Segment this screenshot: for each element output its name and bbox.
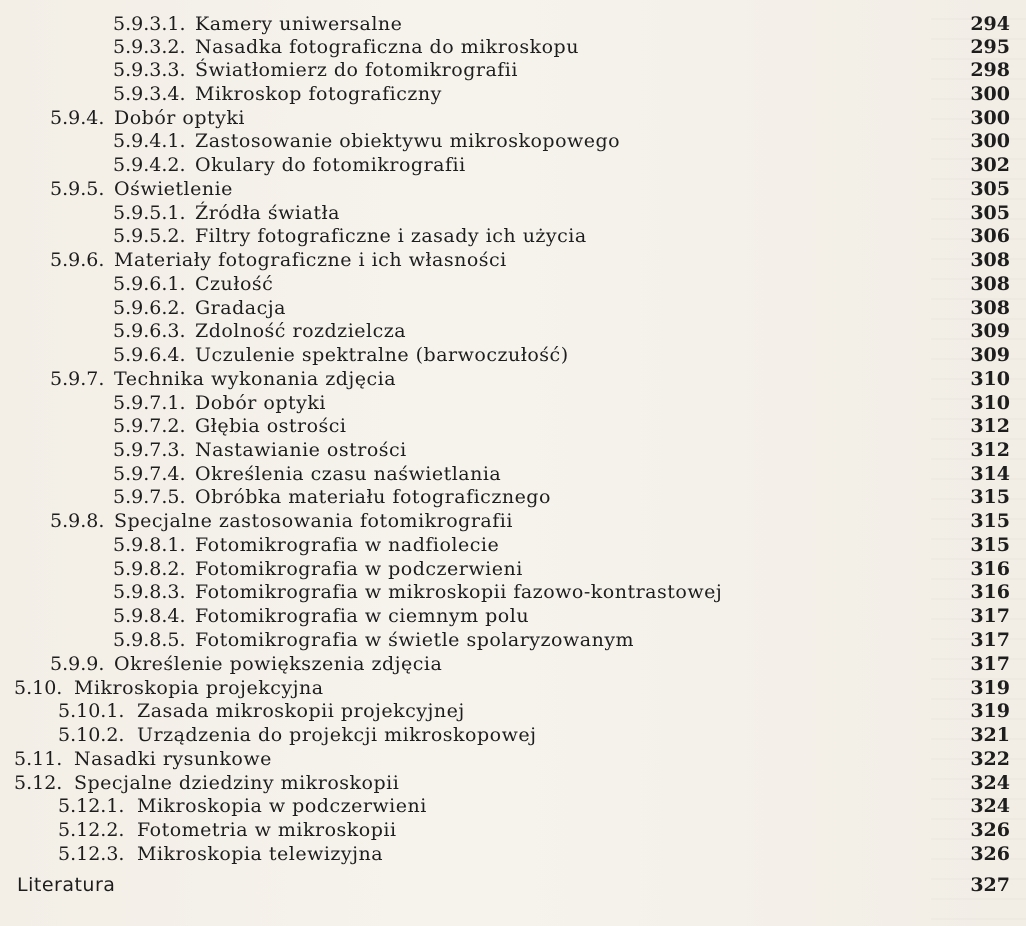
toc-row (0, 12, 1026, 36)
section-number: 5.10. (14, 677, 63, 699)
page-number: 309 (970, 320, 1010, 342)
leader-dots (598, 509, 930, 533)
section-number: 5.9.4. (50, 107, 105, 129)
section-number: 5.9.3.2. (113, 36, 186, 58)
toc-row (0, 652, 1026, 676)
toc-row (0, 367, 1026, 391)
section-title: Czułość (195, 273, 274, 295)
toc-row (0, 343, 1026, 367)
page-number: 315 (970, 510, 1010, 532)
section-number: 5.12. (14, 772, 63, 794)
page-number: 312 (970, 439, 1010, 461)
section-title: Literatura (17, 874, 116, 896)
page-number: 326 (970, 819, 1010, 841)
leader-dots (630, 485, 930, 509)
section-title: Zasada mikroskopii projekcyjnej (137, 700, 465, 722)
section-title: Fotomikrografia w mikroskopii fazowo-kontrastowej (195, 581, 723, 603)
section-title: Dobór optyki (114, 107, 245, 129)
section-title: Obróbka materiału fotograficznego (195, 486, 551, 508)
section-title: Określenia czasu naświetlania (195, 463, 502, 485)
section-number: 5.12.1. (58, 795, 125, 817)
leader-dots (645, 343, 930, 367)
leader-dots (705, 35, 935, 59)
section-title: Materiały fotograficzne i ich własności (114, 249, 507, 271)
section-number: 5.12.3. (58, 843, 125, 865)
toc-row (0, 224, 1026, 248)
leader-dots (508, 652, 930, 676)
toc-row (0, 319, 1026, 343)
leader-dots (478, 771, 930, 795)
page-number: 327 (970, 874, 1010, 896)
page-number: 308 (970, 249, 1010, 271)
leader-dots (498, 82, 930, 106)
section-title: Mikroskopia projekcyjna (74, 677, 324, 699)
leader-dots (748, 628, 930, 652)
toc-row (0, 58, 1026, 82)
toc-row (0, 391, 1026, 415)
section-number: 5.9.5.2. (113, 225, 186, 247)
leader-dots (545, 699, 930, 723)
leader-dots (395, 414, 930, 438)
leader-dots (628, 723, 930, 747)
section-number: 5.9.8.4. (113, 605, 186, 627)
leader-dots (438, 842, 930, 866)
leader-dots (365, 676, 930, 700)
section-number: 5.11. (14, 748, 63, 770)
section-number: 5.9.7. (50, 368, 105, 390)
section-number: 5.9.7.4. (113, 463, 186, 485)
section-title: Nastawianie ostrości (195, 439, 407, 461)
leader-dots (632, 557, 930, 581)
section-number: 5.9.8.3. (113, 581, 186, 603)
leader-dots (485, 367, 930, 391)
section-title: Okulary do fotomikrografii (195, 154, 466, 176)
page-number: 322 (970, 748, 1010, 770)
page-number: 312 (970, 415, 1010, 437)
toc-row (0, 628, 1026, 652)
leader-dots (310, 296, 930, 320)
toc-row (0, 296, 1026, 320)
section-number: 5.9.6.4. (113, 344, 186, 366)
section-number: 5.9.6. (50, 249, 105, 271)
page-number: 317 (970, 605, 1010, 627)
section-title: Mikroskop fotograficzny (195, 83, 442, 105)
section-title: Oświetlenie (114, 178, 233, 200)
leader-dots (288, 106, 930, 130)
section-number: 5.9.7.3. (113, 439, 186, 461)
page-number: 321 (970, 724, 1010, 746)
section-title: Fotomikrografia w świetle spolaryzowanym (195, 629, 635, 651)
section-number: 5.9.6.3. (113, 320, 186, 342)
section-title: Mikroskopia w podczerwieni (137, 795, 427, 817)
section-title: Określenie powiększenia zdjęcia (114, 653, 443, 675)
page-number: 302 (970, 154, 1010, 176)
toc-row (0, 533, 1026, 557)
section-number: 5.9.7.2. (113, 415, 186, 437)
leader-dots (505, 794, 930, 818)
section-number: 5.9.7.1. (113, 392, 186, 414)
toc-row (0, 153, 1026, 177)
section-title: Kamery uniwersalne (195, 13, 403, 35)
leader-dots (270, 177, 930, 201)
section-title: Filtry fotograficzne i zasady ich użycia (195, 225, 587, 247)
section-number: 5.9.6.2. (113, 297, 186, 319)
section-number: 5.9.3.3. (113, 59, 186, 81)
toc-row (0, 272, 1026, 296)
toc-row (0, 129, 1026, 153)
section-number: 5.9.5. (50, 178, 105, 200)
toc-row (0, 842, 1026, 866)
section-title: Zdolność rozdzielcza (195, 320, 407, 342)
section-title: Fotomikrografia w nadfiolecie (195, 534, 500, 556)
leader-dots (602, 248, 930, 272)
section-title: Gradacja (195, 297, 286, 319)
page-number: 300 (970, 130, 1010, 152)
page-number: 315 (970, 534, 1010, 556)
toc-row (0, 414, 1026, 438)
section-number: 5.9.8. (50, 510, 105, 532)
toc-row (0, 771, 1026, 795)
page-number: 324 (970, 795, 1010, 817)
leader-dots (640, 533, 930, 557)
page-number: 305 (970, 202, 1010, 224)
leader-dots (695, 224, 930, 248)
section-number: 5.9.5.1. (113, 202, 186, 224)
page-number: 317 (970, 629, 1010, 651)
leader-dots (575, 153, 930, 177)
page-number: 306 (970, 225, 1010, 247)
section-title: Nasadka fotograficzna do mikroskopu (195, 36, 579, 58)
toc-row (0, 676, 1026, 700)
page-number: 326 (970, 843, 1010, 865)
page-number: 310 (970, 392, 1010, 414)
toc-row (0, 873, 1026, 897)
leader-dots (390, 201, 930, 225)
page-number: 309 (970, 344, 1010, 366)
toc-row (0, 248, 1026, 272)
toc-row (0, 485, 1026, 509)
page-number: 316 (970, 581, 1010, 603)
page-number: 317 (970, 653, 1010, 675)
toc-row (0, 580, 1026, 604)
page-number: 319 (970, 700, 1010, 722)
section-title: Głębia ostrości (195, 415, 347, 437)
page-number: 308 (970, 297, 1010, 319)
section-title: Zastosowanie obiektywu mikroskopowego (195, 130, 621, 152)
section-title: Fotometria w mikroskopii (137, 819, 397, 841)
section-number: 5.9.8.5. (113, 629, 186, 651)
leader-dots (455, 12, 930, 36)
toc-row (0, 699, 1026, 723)
page-number: 298 (970, 59, 1010, 81)
page-number: 308 (970, 273, 1010, 295)
page-number: 310 (970, 368, 1010, 390)
page-number: 300 (970, 107, 1010, 129)
section-number: 5.9.6.1. (113, 273, 186, 295)
section-title: Specjalne dziedziny mikroskopii (74, 772, 400, 794)
toc-row (0, 462, 1026, 486)
section-number: 5.9.8.2. (113, 558, 186, 580)
leader-dots (597, 462, 930, 486)
toc-row (0, 438, 1026, 462)
section-number: 5.9.7.5. (113, 486, 186, 508)
toc-row (0, 747, 1026, 771)
page-number: 319 (970, 677, 1010, 699)
section-number: 5.9.3.4. (113, 83, 186, 105)
leader-dots (600, 604, 930, 628)
section-title: Technika wykonania zdjęcia (114, 368, 397, 390)
page-number: 305 (970, 178, 1010, 200)
page-number: 324 (970, 772, 1010, 794)
leader-dots (625, 58, 930, 82)
section-title: Fotomikrografia w ciemnym polu (195, 605, 530, 627)
section-title: Nasadki rysunkowe (74, 748, 272, 770)
toc-row (0, 509, 1026, 533)
toc-row (0, 82, 1026, 106)
section-title: Dobór optyki (195, 392, 326, 414)
toc-row (0, 557, 1026, 581)
toc-row (0, 201, 1026, 225)
page-number: 294 (970, 13, 1010, 35)
page-number: 295 (970, 36, 1010, 58)
section-number: 5.10.1. (58, 700, 125, 722)
section-title: Uczulenie spektralne (barwoczułość) (195, 344, 569, 366)
leader-dots (425, 319, 930, 343)
leader-dots (395, 391, 930, 415)
section-number: 5.12.2. (58, 819, 125, 841)
section-title: Mikroskopia telewizyjna (137, 843, 384, 865)
toc-row (0, 818, 1026, 842)
section-number: 5.9.3.1. (113, 13, 186, 35)
toc-row (0, 177, 1026, 201)
section-number: 5.9.8.1. (113, 534, 186, 556)
section-title: Urządzenia do projekcji mikroskopowej (137, 724, 537, 746)
leader-dots (292, 272, 930, 296)
section-number: 5.9.4.1. (113, 130, 186, 152)
section-title: Światłomierz do fotomikrografii (195, 59, 518, 81)
leader-dots (463, 818, 930, 842)
page-number: 315 (970, 486, 1010, 508)
toc-row (0, 604, 1026, 628)
section-title: Specjalne zastosowania fotomikrografii (114, 510, 513, 532)
toc-row (0, 35, 1026, 59)
leader-dots (710, 129, 930, 153)
page-number: 314 (970, 463, 1010, 485)
section-number: 5.9.9. (50, 653, 105, 675)
section-number: 5.10.2. (58, 724, 125, 746)
leader-dots (312, 747, 930, 771)
page-number: 300 (970, 83, 1010, 105)
leader-dots (170, 876, 930, 900)
section-number: 5.9.4.2. (113, 154, 186, 176)
page-number: 316 (970, 558, 1010, 580)
toc-row (0, 106, 1026, 130)
section-title: Fotomikrografia w podczerwieni (195, 558, 523, 580)
section-title: Źródła światła (195, 202, 340, 224)
leader-dots (462, 438, 930, 462)
toc-row (0, 723, 1026, 747)
toc-row (0, 794, 1026, 818)
